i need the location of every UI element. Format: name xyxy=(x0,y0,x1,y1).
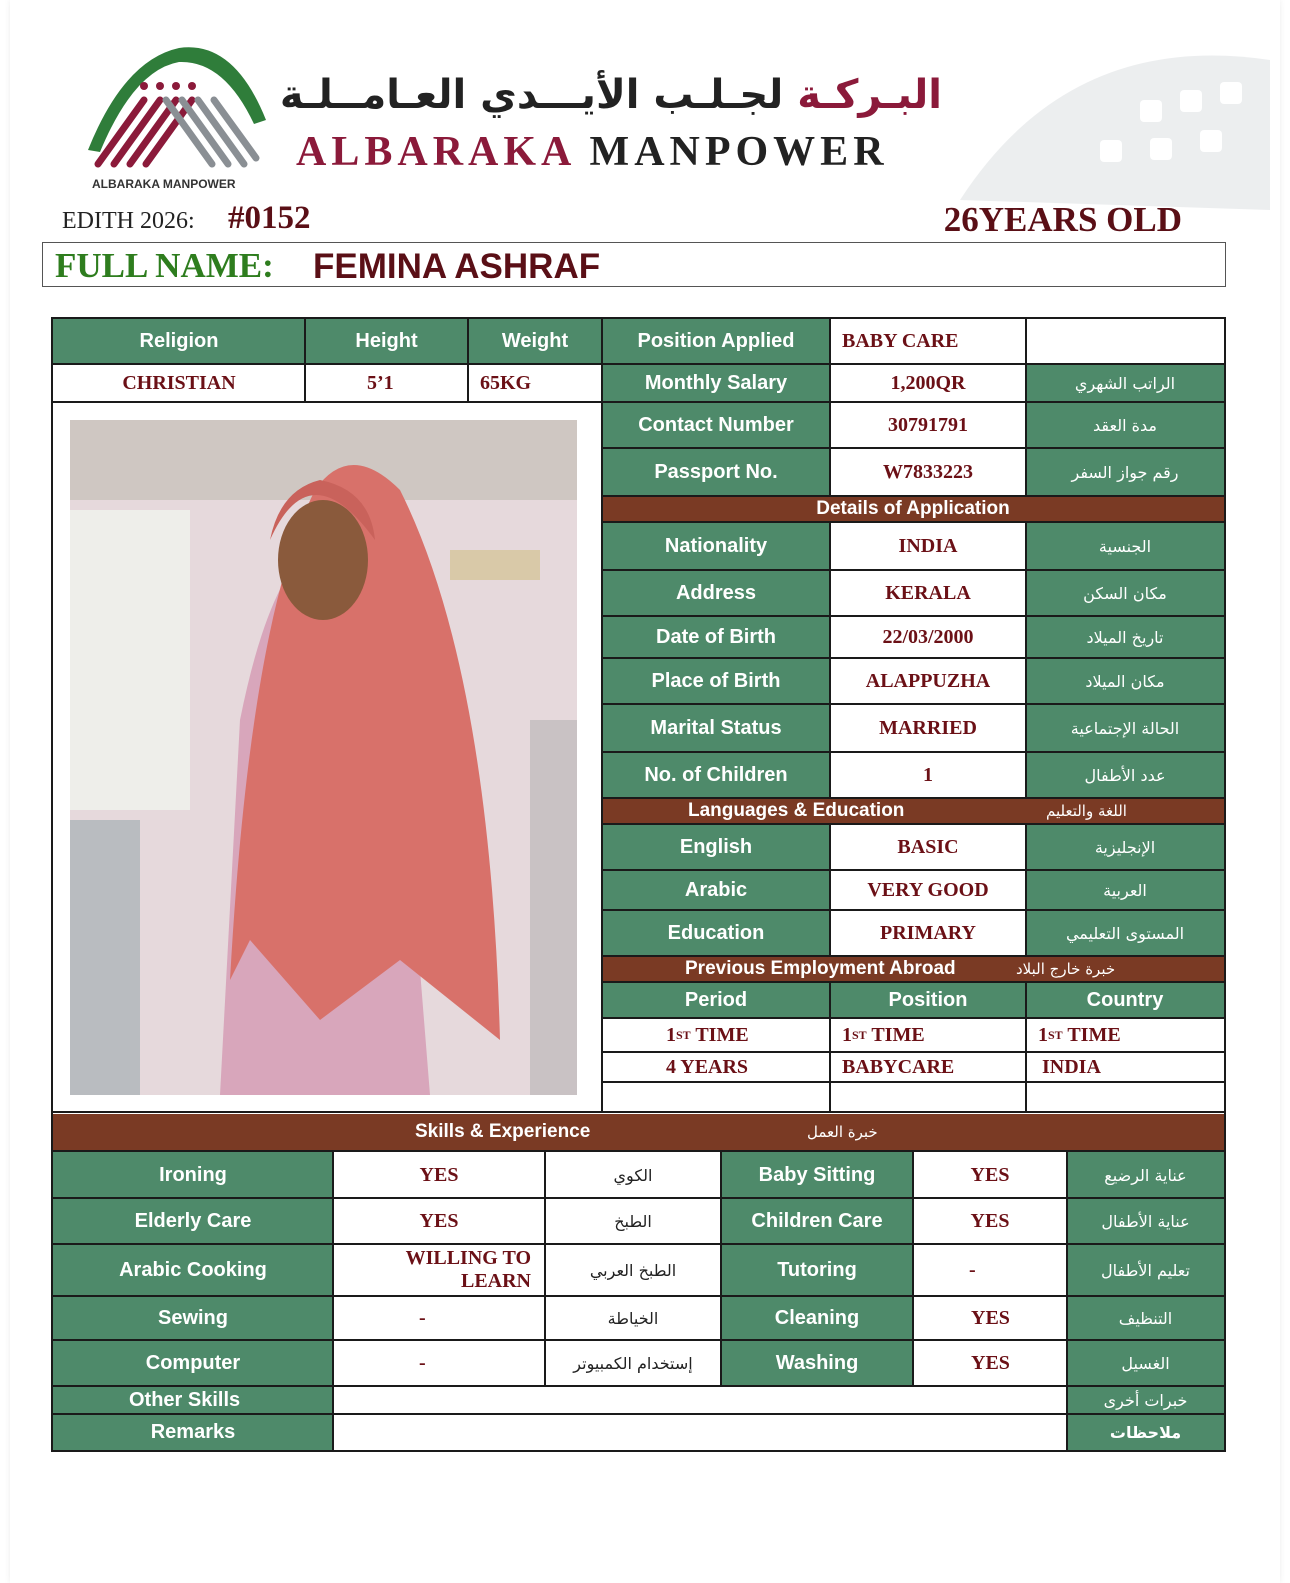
address-value: KERALA xyxy=(830,570,1026,616)
passport-label: Passport No. xyxy=(602,448,830,496)
emp-row2-period: 4 YEARS xyxy=(602,1052,830,1082)
languages-title: Languages & Education xyxy=(688,800,905,821)
ordinal-suffix: ST xyxy=(1048,1027,1063,1042)
period-header: Period xyxy=(602,982,830,1018)
brand-arabic-rest: لجـلـب الأيـــدي العـامــلـة xyxy=(279,72,784,118)
ordinal-number: 1 xyxy=(666,1023,676,1046)
contact-arabic: مدة العقد xyxy=(1026,402,1224,448)
skills-title-arabic: خبرة العمل xyxy=(807,1123,878,1141)
full-name-box xyxy=(42,242,1226,287)
dob-label: Date of Birth xyxy=(602,616,830,658)
contact-value: 30791791 xyxy=(830,402,1026,448)
brand-arabic-accent: البـركـة xyxy=(797,72,942,118)
skill-babysitting-arabic: عناية الرضيع xyxy=(1067,1152,1224,1198)
contact-label: Contact Number xyxy=(602,402,830,448)
skill-computer-arabic: إستخدام الكمبيوتر xyxy=(545,1340,721,1386)
skill-arabiccooking-label: Arabic Cooking xyxy=(53,1244,333,1296)
languages-title-arabic: اللغة والتعليم xyxy=(1046,802,1127,820)
skill-elderly-label: Elderly Care xyxy=(53,1198,333,1244)
skill-tutoring-value: - xyxy=(913,1244,1067,1296)
skill-computer-label: Computer xyxy=(53,1340,333,1386)
skill-tutoring-arabic: تعليم الأطفال xyxy=(1067,1244,1224,1296)
skill-cleaning-label: Cleaning xyxy=(721,1296,913,1340)
skill-computer-value: - xyxy=(333,1340,545,1386)
arabic-label: Arabic xyxy=(602,870,830,910)
languages-section-title xyxy=(602,798,1224,824)
skill-childrencare-arabic: عناية الأطفال xyxy=(1067,1198,1224,1244)
skill-elderly-value: YES xyxy=(333,1198,545,1244)
arabic-arabic: العربية xyxy=(1026,870,1224,910)
salary-label: Monthly Salary xyxy=(602,364,830,402)
height-header: Height xyxy=(305,319,468,364)
remarks-label: Remarks xyxy=(53,1414,333,1450)
children-label: No. of Children xyxy=(602,752,830,798)
skill-washing-value: YES xyxy=(913,1340,1067,1386)
arabic-value: VERY GOOD xyxy=(830,870,1026,910)
address-label: Address xyxy=(602,570,830,616)
remarks-value xyxy=(333,1414,1067,1450)
weight-value: 65KG xyxy=(468,364,602,402)
details-section-title: Details of Application xyxy=(602,496,1224,522)
logo-caption: ALBARAKA MANPOWER xyxy=(92,177,236,191)
emp-row2-position: BABYCARE xyxy=(830,1052,1026,1082)
passport-value: W7833223 xyxy=(830,448,1026,496)
dob-value: 22/03/2000 xyxy=(830,616,1026,658)
full-name-value: FEMINA ASHRAF xyxy=(313,247,601,286)
watermark-logo xyxy=(950,20,1280,210)
emp-row1-position xyxy=(830,1018,1026,1052)
brand-name-arabic xyxy=(279,72,942,132)
ordinal-word: TIME xyxy=(690,1023,749,1046)
age-label: 26YEARS OLD xyxy=(943,200,1182,239)
candidate-photo xyxy=(70,420,577,1095)
country-header: Country xyxy=(1026,982,1224,1018)
marital-label: Marital Status xyxy=(602,704,830,752)
passport-arabic: رقم جواز السفر xyxy=(1026,448,1224,496)
ordinal-word: TIME xyxy=(866,1023,925,1046)
height-value: 5’1 xyxy=(305,364,468,402)
emp-row3-position xyxy=(830,1082,1026,1112)
skill-arabiccooking-arabic: الطبخ العربي xyxy=(545,1244,721,1296)
skill-washing-label: Washing xyxy=(721,1340,913,1386)
skill-sewing-value: - xyxy=(333,1296,545,1340)
skill-childrencare-label: Children Care xyxy=(721,1198,913,1244)
marital-value: MARRIED xyxy=(830,704,1026,752)
skill-sewing-arabic: الخياطة xyxy=(545,1296,721,1340)
salary-value: 1,200QR xyxy=(830,364,1026,402)
pob-label: Place of Birth xyxy=(602,658,830,704)
skill-babysitting-value: YES xyxy=(913,1152,1067,1198)
employment-section-title xyxy=(602,956,1224,982)
nationality-value: INDIA xyxy=(830,522,1026,570)
skill-elderly-arabic: الطبخ xyxy=(545,1198,721,1244)
position-label: Position Applied xyxy=(602,319,830,364)
children-arabic: عدد الأطفال xyxy=(1026,752,1224,798)
employment-title: Previous Employment Abroad xyxy=(685,958,956,979)
emp-row1-period xyxy=(602,1018,830,1052)
religion-value: CHRISTIAN xyxy=(53,364,305,402)
dob-arabic: تاريخ الميلاد xyxy=(1026,616,1224,658)
skill-arabiccooking-value: WILLING TO LEARN xyxy=(333,1244,545,1296)
emp-row3-period xyxy=(602,1082,830,1112)
marital-arabic: الحالة الإجتماعية xyxy=(1026,704,1224,752)
position-value: BABY CARE xyxy=(830,319,1026,364)
full-name-label: FULL NAME: xyxy=(55,246,274,285)
skill-cleaning-value: YES xyxy=(913,1296,1067,1340)
english-label: English xyxy=(602,824,830,870)
skill-washing-arabic: الغسيل xyxy=(1067,1340,1224,1386)
reference-number: #0152 xyxy=(228,200,311,236)
english-arabic: الإنجليزية xyxy=(1026,824,1224,870)
emp-row1-country xyxy=(1026,1018,1224,1052)
skill-ironing-value: YES xyxy=(333,1152,545,1198)
weight-header: Weight xyxy=(468,319,602,364)
children-value: 1 xyxy=(830,752,1026,798)
other-skills-arabic: خبرات أخرى xyxy=(1067,1386,1224,1414)
skill-childrencare-value: YES xyxy=(913,1198,1067,1244)
address-arabic: مكان السكن xyxy=(1026,570,1224,616)
education-arabic: المستوى التعليمي xyxy=(1026,910,1224,956)
nationality-arabic: الجنسية xyxy=(1026,522,1224,570)
salary-arabic: الراتب الشهري xyxy=(1026,364,1224,402)
ordinal-suffix: ST xyxy=(852,1027,867,1042)
emp-row3-country xyxy=(1026,1082,1224,1112)
edition-label: EDITH 2026: xyxy=(62,208,195,234)
other-skills-label: Other Skills xyxy=(53,1386,333,1414)
skill-ironing-arabic: الكوي xyxy=(545,1152,721,1198)
pob-arabic: مكان الميلاد xyxy=(1026,658,1224,704)
education-value: PRIMARY xyxy=(830,910,1026,956)
english-value: BASIC xyxy=(830,824,1026,870)
skills-title: Skills & Experience xyxy=(415,1121,591,1142)
skill-sewing-label: Sewing xyxy=(53,1296,333,1340)
nationality-label: Nationality xyxy=(602,522,830,570)
pob-value: ALAPPUZHA xyxy=(830,658,1026,704)
ordinal-number: 1 xyxy=(842,1023,852,1046)
skill-cleaning-arabic: التنظيف xyxy=(1067,1296,1224,1340)
ordinal-word: TIME xyxy=(1062,1023,1121,1046)
brand-english-rest: MANPOWER xyxy=(589,129,889,175)
skill-ironing-label: Ironing xyxy=(53,1152,333,1198)
brand-english-accent: ALBARAKA xyxy=(296,129,575,175)
position-header: Position xyxy=(830,982,1026,1018)
skill-babysitting-label: Baby Sitting xyxy=(721,1152,913,1198)
brand-name-english xyxy=(296,128,889,176)
albaraka-logo-icon xyxy=(84,40,270,180)
emp-row2-country: INDIA xyxy=(1026,1052,1224,1082)
employment-title-arabic: خبرة خارج البلاد xyxy=(1016,960,1116,978)
skill-tutoring-label: Tutoring xyxy=(721,1244,913,1296)
ordinal-number: 1 xyxy=(1038,1023,1048,1046)
position-arabic xyxy=(1026,319,1224,364)
ordinal-suffix: ST xyxy=(676,1027,691,1042)
other-skills-value xyxy=(333,1386,1067,1414)
skills-section-title xyxy=(53,1114,1224,1150)
education-label: Education xyxy=(602,910,830,956)
remarks-arabic: ملاحظات xyxy=(1067,1414,1224,1450)
religion-header: Religion xyxy=(53,319,305,364)
